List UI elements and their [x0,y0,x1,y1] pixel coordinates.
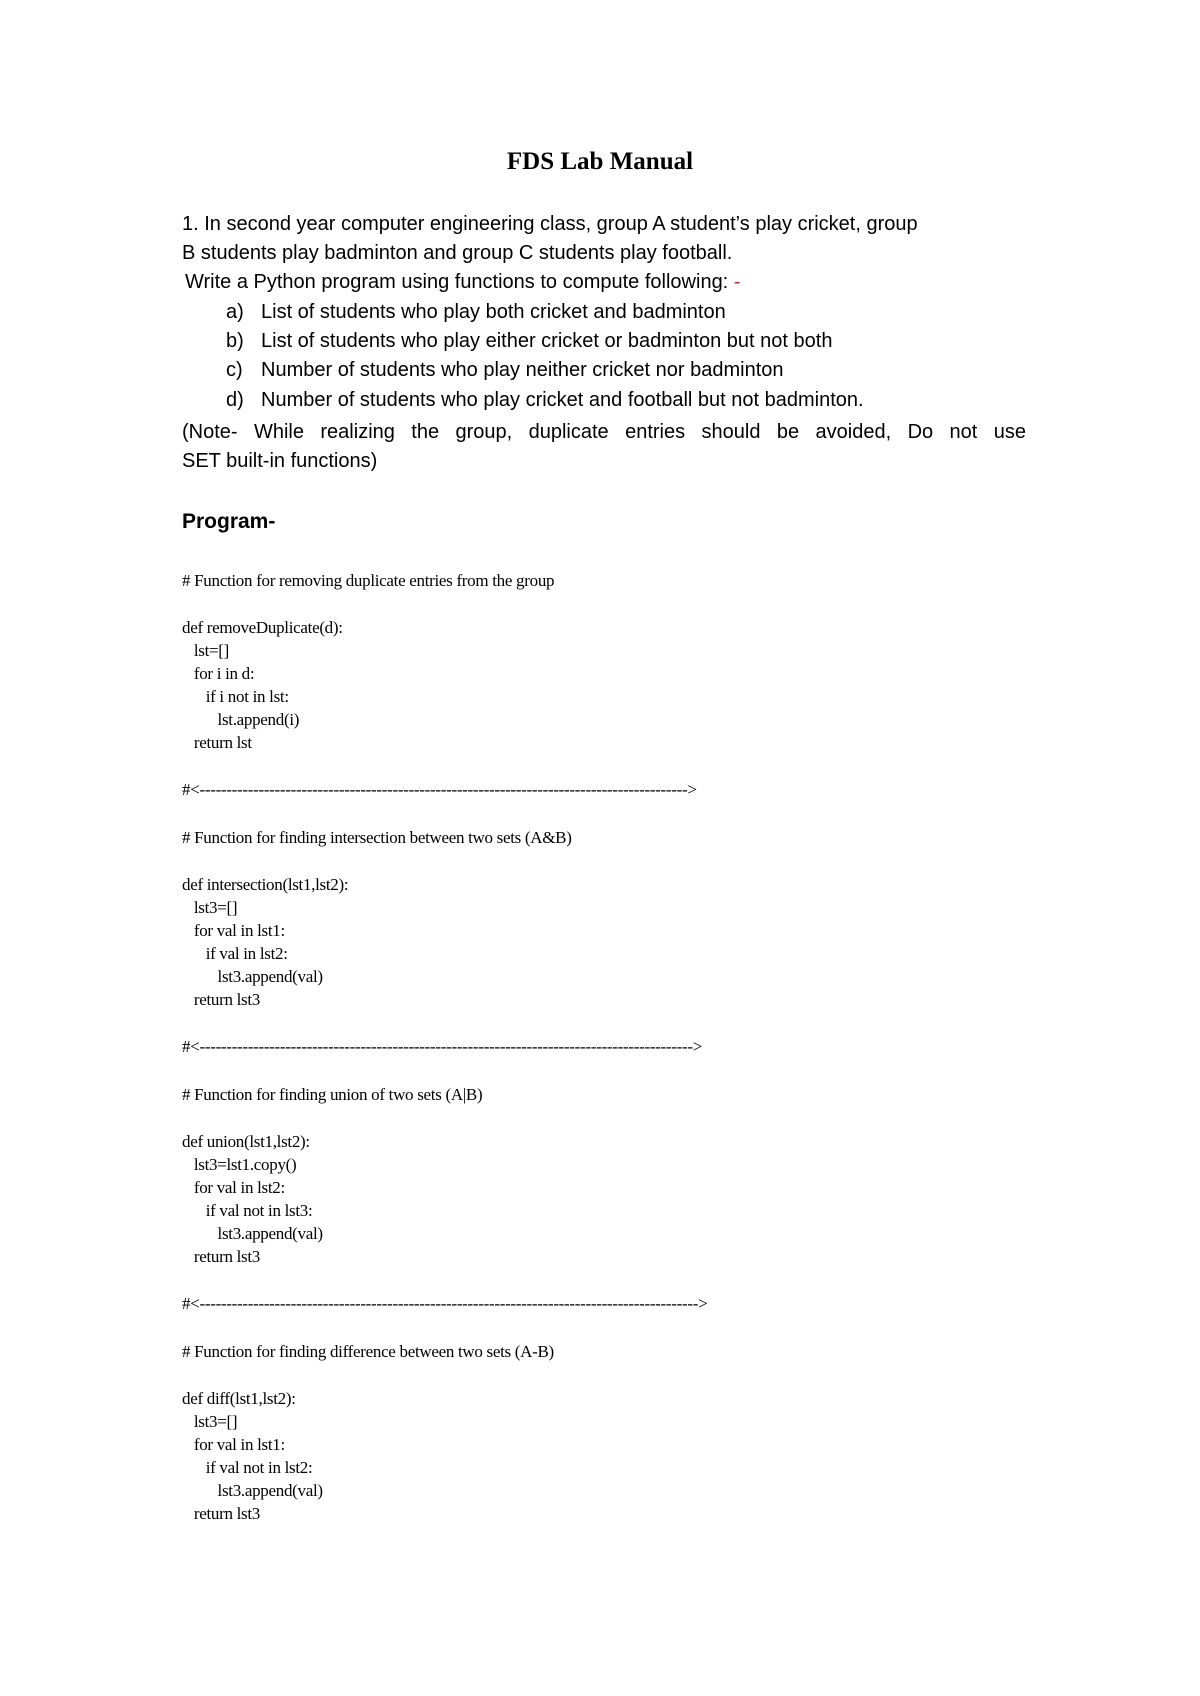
code-line: lst3=[] [182,1412,238,1431]
code-line: return lst [182,733,252,752]
code-line: lst3=[] [182,898,238,917]
code-comment: # Function for finding union of two sets (A|B) [182,1085,483,1104]
note-paragraph [182,421,1026,473]
list-text: Number of students who play cricket and football but not badminton. [261,389,864,411]
code-line: if i not in lst: [182,687,289,706]
list-text: Number of students who play neither cricket nor badminton [261,359,784,381]
list-marker: b) [226,330,244,352]
code-separator: #<-------------------------------------------------------------------------------------------> [182,780,697,799]
code-line: if val not in lst2: [182,1458,313,1477]
code-line: def union(lst1,lst2): [182,1132,310,1151]
code-line: for val in lst2: [182,1178,285,1197]
code-line: for val in lst1: [182,921,285,940]
code-line: for val in lst1: [182,1435,285,1454]
code-line: lst.append(i) [182,710,300,729]
question-line-1: 1. In second year computer engineering class, group A student’s play cricket, group [182,213,918,235]
instruction-dash: - [733,271,741,293]
code-comment: # Function for finding intersection between two sets (A&B) [182,828,572,847]
program-heading: Program- [182,510,276,533]
list-text: List of students who play both cricket and badminton [261,301,726,323]
code-line: def diff(lst1,lst2): [182,1389,296,1408]
note-line-2: SET built-in functions) [182,450,378,472]
code-line: lst3.append(val) [182,1481,323,1500]
code-line: lst3.append(val) [182,967,323,986]
code-line: for i in d: [182,664,255,683]
code-line: if val in lst2: [182,944,288,963]
code-line: lst3=lst1.copy() [182,1155,297,1174]
code-comment: # Function for removing duplicate entries from the group [182,571,555,590]
note-line-1: (Note- While realizing the group, duplicate entries should be avoided, Do not use [182,421,1026,443]
list-marker: c) [226,359,243,381]
code-comment: # Function for finding difference between two sets (A-B) [182,1342,554,1361]
list-marker: d) [226,389,244,411]
list-marker: a) [226,301,244,323]
question-line-3 [185,271,740,294]
code-line: return lst3 [182,1504,260,1523]
list-text: List of students who play either cricket or badminton but not both [261,330,833,352]
code-separator: #<--------------------------------------------------------------------------------------------> [182,1037,703,1056]
document-title: FDS Lab Manual [506,148,694,175]
code-line: def intersection(lst1,lst2): [182,875,349,894]
code-separator: #<---------------------------------------------------------------------------------------------> [182,1294,708,1313]
question-line-2: B students play badminton and group C students play football. [182,242,733,264]
code-line: lst=[] [182,641,230,660]
code-line: lst3.append(val) [182,1224,323,1243]
code-line: return lst3 [182,990,260,1009]
code-line: if val not in lst3: [182,1201,313,1220]
code-line: return lst3 [182,1247,260,1266]
question-instruction: Write a Python program using functions to compute following: [185,271,734,293]
code-line: def removeDuplicate(d): [182,618,343,637]
